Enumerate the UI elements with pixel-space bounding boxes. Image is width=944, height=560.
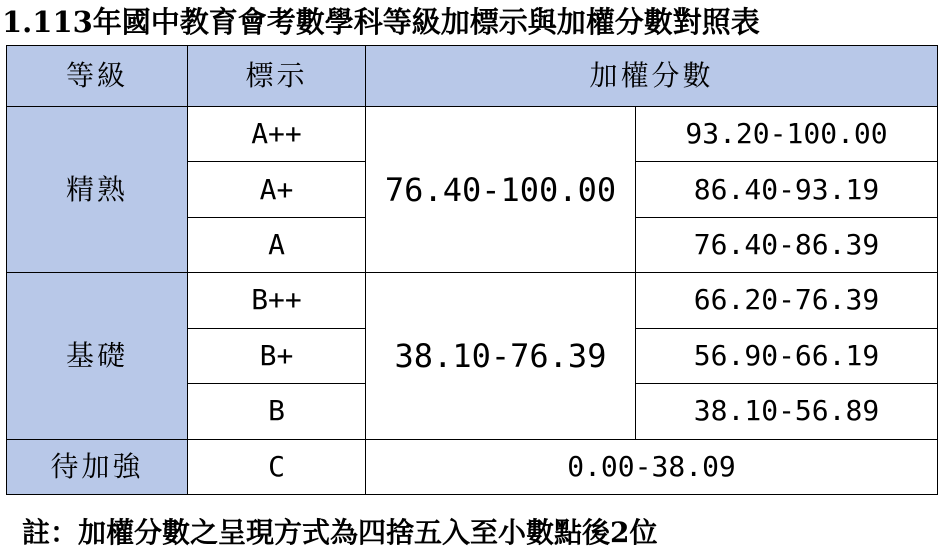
score-cell: 38.10-56.89 [636,384,938,439]
range-basic: 38.10-76.39 [366,273,636,439]
score-cell: 86.40-93.19 [636,162,938,217]
range-needs-improvement: 0.00-38.09 [366,439,938,494]
header-level: 等級 [7,46,188,107]
level-needs-improvement: 待加強 [7,439,188,494]
level-basic: 基礎 [7,273,188,439]
mark-cell: A [188,217,366,272]
mark-cell: C [188,439,366,494]
score-cell: 93.20-100.00 [636,107,938,162]
table-row [7,273,938,328]
level-proficient: 精熟 [7,107,188,273]
table-header-row [7,46,938,107]
range-proficient: 76.40-100.00 [366,107,636,273]
score-conversion-table [6,45,938,495]
table-row [7,107,938,162]
table-row [7,439,938,494]
mark-cell: B++ [188,273,366,328]
score-cell: 76.40-86.39 [636,217,938,272]
header-mark: 標示 [188,46,366,107]
footnote: 註：加權分數之呈現方式為四捨五入至小數點後2位 [22,516,658,549]
mark-cell: A++ [188,107,366,162]
score-cell: 66.20-76.39 [636,273,938,328]
page-title: 1.113年國中教育會考數學科等級加標示與加權分數對照表 [2,5,760,39]
score-cell: 56.90-66.19 [636,328,938,383]
mark-cell: B+ [188,328,366,383]
header-weighted-score: 加權分數 [366,46,938,107]
mark-cell: B [188,384,366,439]
mark-cell: A+ [188,162,366,217]
